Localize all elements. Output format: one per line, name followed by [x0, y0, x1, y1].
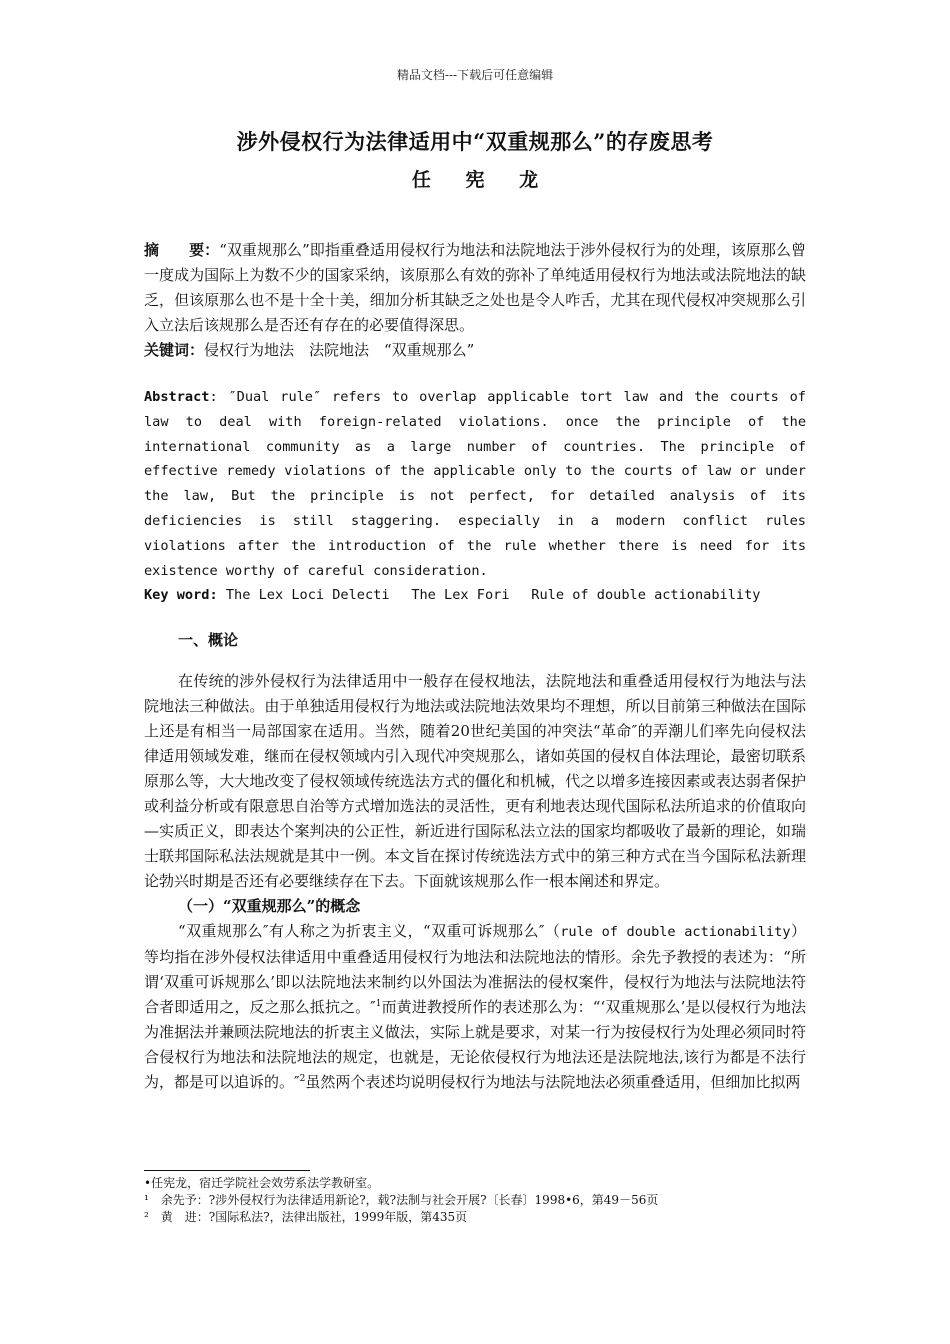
para2-part-a: “双重规那么″有人称之为折衷主义，“双重可诉规那么″（: [178, 922, 561, 941]
abstract-en-label: Abstract: [144, 389, 210, 405]
abstract-cn: [144, 238, 806, 338]
article-title: 涉外侵权行为法律适用中“双重规那么”的存废思考: [236, 129, 714, 154]
subsection-heading: （一）“双重规那么”的概念: [178, 897, 361, 916]
footnote-2: ² 黄 进：?国际私法?，法律出版社，1999年版，第435页: [144, 1210, 468, 1224]
keywords-en-label: Key word:: [144, 587, 218, 604]
keywords-cn: [144, 338, 806, 363]
body-paragraph-1: 在传统的涉外侵权行为法律适用中一般存在侵权地法，法院地法和重叠适用侵权行为地法与法院地法三种做法。由于单独适用侵权行为地法或法院地法效果均不理想，所以目前第三种做法在国际上还是有相当一局部国家在适用。当然，随着20世纪美国的冲突法“革命″的弄潮儿们率先向侵权法律适用领域发难，继而在侵权领域内引入现代冲突规那么，诸如英国的侵权自体法理论，最密切联系原那么等，大大地改变了侵权领域传统选法方式的僵化和机械，代之以增多连接因素或表达弱者保护或利益分析或有限意思自治等方式增加选法的灵活性，更有利地表达现代国际私法所追求的价值取向—实质正义，即表达个案判决的公正性，新近进行国际私法立法的国家均都吸收了最新的理论，如瑞士联邦国际私法法规就是其中一例。本文旨在探讨传统选法方式中的第三种方式在当今国际私法新理论勃兴时期是否还有必要继续存在下去。下面就该规那么作一根本阐述和界定。: [144, 672, 806, 891]
footnote-ref-2[interactable]: 2: [299, 1074, 306, 1085]
abstract-cn-label: 摘 要：: [144, 241, 220, 259]
footnotes: [144, 1175, 806, 1226]
abstract-en-text: : ″Dual rule″ refers to overlap applicable tort law and the courts of law to deal with foreign-related violations. once the principle of the international community as a large number of countries. The principle of effective remedy violations of the applicable only to the courts of law or under the law, But the principle is not perfect, for detailed analysis of its deficiencies is still staggering. especially in a modern conflict rules violations after the introduction of the rule whether there is need for its existence worthy of careful consideration.: [144, 389, 806, 579]
footnote-1: ¹ 余先予：?涉外侵权行为法律适用新论?，载?法制与社会开展?〔长春〕1998•6，第49－56页: [144, 1193, 659, 1207]
para2-part-d: 虽然两个表述均说明侵权行为地法与法院地法必须重叠适用，但细加比拟两: [305, 1073, 801, 1092]
footnote-ref-1[interactable]: 1: [375, 999, 382, 1010]
para2-english-term: rule of double actionability: [560, 924, 791, 941]
footnote-author: •任宪龙，宿迁学院社会效劳系法学教研室。: [144, 1176, 380, 1190]
para2-part-b: ）等均指在涉外侵权法律适用中重叠适用侵权行为地法和法院地法的情形。余先予教授的表述为：“所谓‘双重可诉规那么’即以法院地法来制约以外国法为准据法的侵权案件，侵权行为地法与法院地法符合者即适用之，反之那么抵抗之。″: [144, 922, 807, 1017]
article-body: [144, 238, 806, 1095]
page-header: 精品文档---下载后可任意编辑: [396, 68, 554, 82]
body-paragraph-2: [144, 919, 806, 1095]
author-name: 任 宪 龙: [411, 169, 553, 191]
footnote-divider: [144, 1170, 310, 1171]
keywords-cn-label: 关键词：: [144, 341, 205, 359]
section-heading: 一、概论: [178, 631, 239, 650]
keywords-cn-text: 侵权行为地法 法院地法 “双重规那么”: [204, 341, 475, 359]
abstract-cn-text: “双重规那么”即指重叠适用侵权行为地法和法院地法于涉外侵权行为的处理，该原那么曾一度成为国际上为数不少的国家采纳，该原那么有效的弥补了单纯适用侵权行为地法或法院地法的缺乏，但该原那么也不是十全十美，细加分析其缺乏之处也是令人咋舌，尤其在现代侵权冲突规那么引入立法后该规那么是否还有存在的必要值得深思。: [144, 241, 806, 334]
para2-part-c: 而黄进教授所作的表述那么为：“‘双重规那么’是以侵权行为地法为准据法并兼顾法院地法的折衷主义做法，实际上就是要求，对某一行为按侵权行为处理必须同时符合侵权行为地法和法院地法的规定，也就是，无论依侵权行为地法还是法院地法,该行为都是不法行为，都是可以追诉的。″: [144, 998, 806, 1092]
keywords-en-text: The Lex Loci Delecti The Lex Fori Rule of double actionability: [217, 587, 761, 604]
abstract-en: [144, 385, 806, 583]
keywords-en: [144, 583, 806, 608]
